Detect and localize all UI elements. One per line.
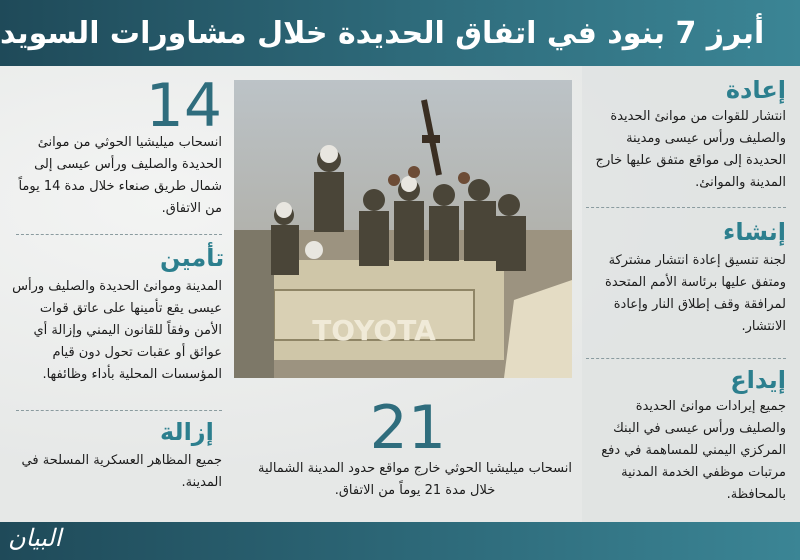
section-text-secure: المدينة وموانئ الحديدة والصليف ورأس عيسى يقع تأمينها على عاتق قوات الأمن وفقاً للقانون اليمني وإزالة أي عوائق أو عقبات تحول دون قيام المؤسسات المحلية بأداء وظائفها. xyxy=(12,279,222,382)
section-title-deposit: إيداع xyxy=(730,366,786,394)
divider xyxy=(586,358,786,359)
number-14: 14 xyxy=(145,71,222,141)
section-title-establish: إنشاء xyxy=(723,218,786,246)
number-21: 21 xyxy=(369,393,446,463)
section-text-establish: لجنة تنسيق إعادة انتشار مشتركة ومتفق عليها برئاسة الأمم المتحدة لمرافقة وقف إطلاق النار وإعادة الانتشار. xyxy=(605,253,786,334)
section-title-redeploy: إعادة xyxy=(725,76,786,104)
item-21-text: انسحاب ميليشيا الحوثي خارج مواقع حدود المدينة الشمالية خلال مدة 21 يوماً من الاتفاق. xyxy=(257,461,572,498)
truck-brand-text: TOYOTA xyxy=(312,314,436,347)
item-14-text: انسحاب ميليشيا الحوثي من موانئ الحديدة والصليف ورأس عيسى إلى شمال طريق صنعاء خلال مدة 14 يوماً من الاتفاق. xyxy=(18,135,222,216)
header-banner xyxy=(0,0,800,66)
page-title: أبرز 7 بنود في اتفاق الحديدة خلال مشاورات السويد xyxy=(0,15,765,51)
section-title-remove: إزالة xyxy=(160,418,214,446)
photo-illustration xyxy=(234,80,572,378)
section-text-deposit: جميع إيرادات موانئ الحديدة والصليف ورأس عيسى في البنك المركزي اليمني للمساهمة في دفع مرتبات موظفي الخدمة المدنية بالمحافظة. xyxy=(601,399,786,502)
divider xyxy=(586,207,786,208)
section-title-secure: تأمين xyxy=(160,244,225,272)
divider xyxy=(16,234,222,235)
section-text-redeploy: انتشار للقوات من موانئ الحديدة والصليف ورأس عيسى ومدينة الحديدة إلى مواقع متفق عليها خارج المدينة والموانئ. xyxy=(595,109,786,190)
footer-bar xyxy=(0,522,800,560)
albayan-logo: البيان xyxy=(8,524,62,552)
section-text-remove: جميع المظاهر العسكرية المسلحة في المدينة. xyxy=(21,453,222,490)
news-photo xyxy=(234,80,572,378)
divider xyxy=(16,410,222,411)
